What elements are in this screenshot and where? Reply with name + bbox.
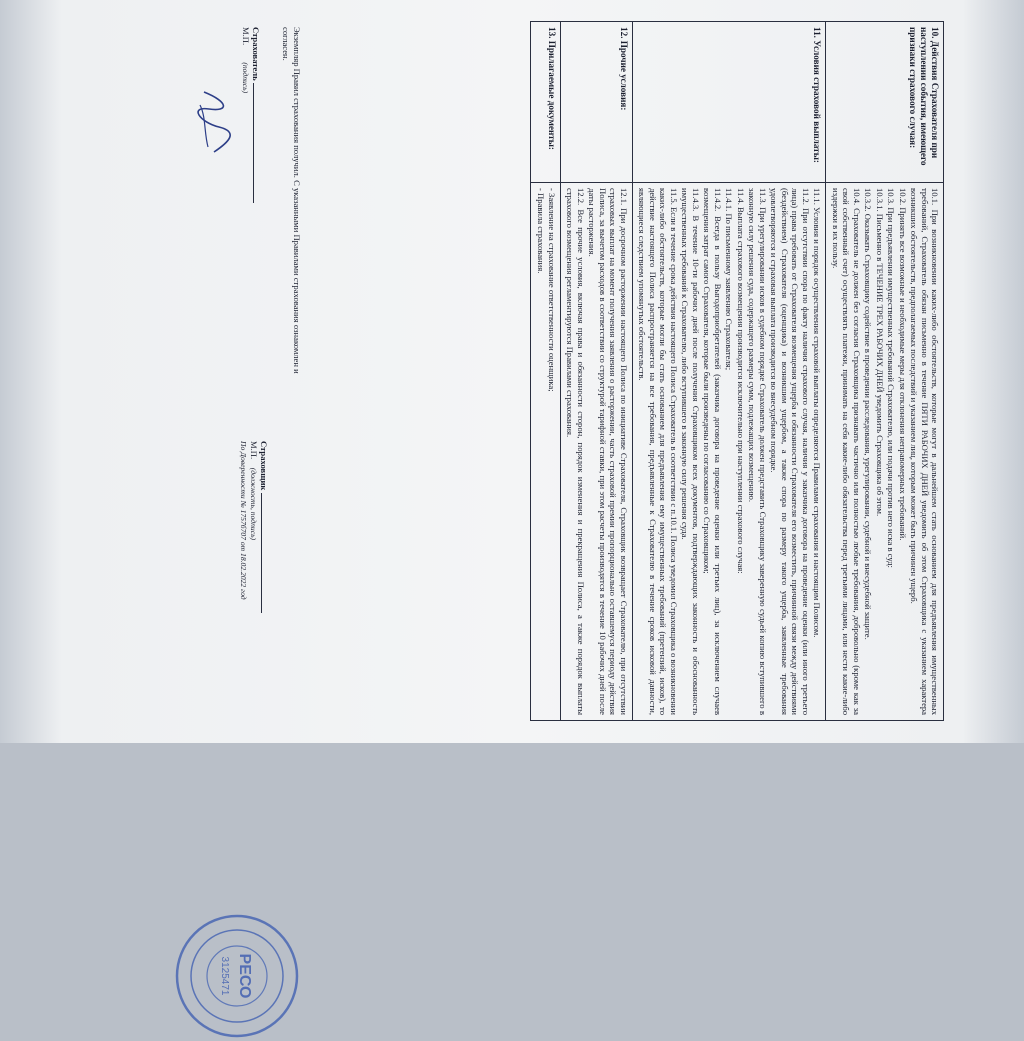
insurer-mp-label: М.П. xyxy=(249,441,259,460)
insurer-signature-line xyxy=(261,493,272,613)
section-paragraph: 11.4.2. Всегда в пользу Выгодоприобретателей (заказчика договора на проведение оценки или третьих лиц), за исключением случаев возмещения затрат самого Страхователя, которые были произведены по согласованию со Страховщиком; xyxy=(702,188,723,715)
company-seal-icon xyxy=(172,911,302,1041)
conditions-row xyxy=(632,22,825,721)
section-paragraph: 11.4. Выплата страхового возмещения производится исключительно при наступлении страхового случая: xyxy=(735,188,746,574)
section-content xyxy=(531,183,561,721)
insured-mp-label: М.П. xyxy=(241,27,251,46)
policy-conditions-table xyxy=(530,21,944,721)
section-paragraph: - Заявление на страхование ответственности оценщика; xyxy=(547,188,558,392)
section-paragraph: 10.3.2. Оказывать Страховщику содействие в проведении расследования, урегулировании, судебной и внесудебной защите. xyxy=(863,188,874,640)
section-paragraph: 10.4. Страхователь не должен без согласия Страховщика признавать частично или полностью любые требования, добровольно (кроме как за свой собственный счет) осуществлять платежи, принимать на себя какие-либо обязательства перед третьими лицами, или нести какие-либо издержки в их пользу. xyxy=(830,188,862,715)
section-label: 11. Условия страховой выплаты: xyxy=(632,22,825,183)
section-paragraph: 10.3.1. Письменно в ТЕЧЕНИЕ ТРЕХ РАБОЧИХ ДНЕЙ уведомить Страховщика об этом. xyxy=(874,188,885,517)
conditions-row xyxy=(531,22,561,721)
insurer-signature-block xyxy=(219,441,272,999)
signature-footer xyxy=(192,21,312,999)
handwritten-signature-icon xyxy=(194,87,234,157)
document-page xyxy=(72,21,952,999)
section-paragraph: 12.2. Все прочие условия, включая права и обязанности сторон, порядок изменения и прекращения Полиса, а также порядок выплаты страхового возмещения регламентируются Правилами страхования. xyxy=(565,188,586,715)
section-label: 13. Прилагаемые документы: xyxy=(531,22,561,183)
section-paragraph: 11.5. Если в течение срока действия настоящего Полиса Страхователь в соответствии с п.10.1. Полиса уведомил Страховщика о возникновении каких-либо обстоятельств, которые могли бы стать основанием для предъявления ему имущественных требований (претензий, исков), то действие настоящего Полиса распространяется на все требования, предъявленные к Страхователю в течение сроков исковой давности, являющиеся следствием упомянутых обстоятельств. xyxy=(637,188,679,715)
conditions-row xyxy=(561,22,633,721)
section-paragraph: - Правила страхования. xyxy=(535,188,546,274)
section-label: 12. Прочие условия: xyxy=(561,22,633,183)
acknowledgement-note: Экземпляр Правил страхования получил. С указанными Правилами страхования ознакомлен и согласен. xyxy=(281,27,302,374)
section-paragraph: 11.4.1. По письменному заявлению Страхователя; xyxy=(724,188,735,371)
section-paragraph: 10.1. При возникновении каких-либо обстоятельств, которые могут в дальнейшем стать основанием для предъявления имущественных требований, Страхователь обязан письменно в течение ПЯТИ РАБОЧИХ ДНЕЙ уведомить об этом Страховщика с указанием характера возникших обстоятельств, предполагаемых последствий и указанием лиц, которым может быть причинен ущерб. xyxy=(909,188,940,715)
stamp-text: РЕСО xyxy=(236,953,253,999)
section-paragraph: 11.2. При отсутствии спора по факту наличия страхового случая, наличия у заказчика договора на проведение оценки (или иного третьего лица) права требовать от Страхователя возмещения ущерба и обязанности Страхователя его возместить, причинной связи между действиями (бездействием) Страхователя (оценщика) и возникшим ущербом, а также спора по размеру такого ущерба, заявленные требования удовлетворяются и страховая выплата производится во внесудебном порядке. xyxy=(769,188,811,715)
insured-sign-hint: (подпись) xyxy=(241,62,250,94)
insurer-label: Страховщик xyxy=(259,441,269,491)
insurer-sign-hint: (должность, подпись) xyxy=(249,467,258,541)
section-paragraph: 11.3. При урегулировании исков в судебном порядке Страхователь должен представить Страховщику заверенную судьей копию вступившего в законную силу решения суда, содержащего размеры сумм, подлежащих возмещению. xyxy=(747,188,768,715)
stamp-number: 3125471 xyxy=(219,956,230,996)
section-content xyxy=(561,183,633,721)
insured-signature-line xyxy=(253,83,264,203)
section-paragraph: 12.1. При досрочном расторжении настоящего Полиса по инициативе Страхователя, Страховщик возвращает Страхователю, при отсутствии страховых выплат на момент получения заявления о расторжении, часть страховой премии пропорционально оставшемуся периоду действия Полиса, за вычетом расходов в соответствии со структурой тарифной ставки, при этом расчеты производятся в течение 10 рабочих дней после даты расторжения. xyxy=(587,188,629,715)
conditions-row xyxy=(826,22,944,721)
section-paragraph: 11.1. Условия и порядок осуществления страховой выплаты определяются Правилами страхования и настоящим Полисом. xyxy=(812,188,823,638)
section-paragraph: 11.4.3. В течение 10-ти рабочих дней после получения Страховщиком всех документов, подтверждающих законность и обоснованность имущественных требований к Страхователю, либо вступившего в законную силу решения суда. xyxy=(680,188,701,715)
section-label: 10. Действия Страхователя при наступлении события, имеющего признаки страхового случая: xyxy=(826,22,944,183)
power-of-attorney: По Доверенности № 1757б707 от 18.02.2022 год xyxy=(239,441,248,600)
section-paragraph: 10.2. Принять все возможные и необходимые меры для отклонения неправомерных требований. xyxy=(897,188,908,541)
section-content xyxy=(632,183,825,721)
insured-label: Страхователь xyxy=(251,27,261,81)
section-content xyxy=(826,183,944,721)
insured-signature-block xyxy=(241,27,264,327)
section-paragraph: 10.3. При предъявлении имущественных требований Страхователю, или подачи против него иска в суд: xyxy=(886,188,897,568)
